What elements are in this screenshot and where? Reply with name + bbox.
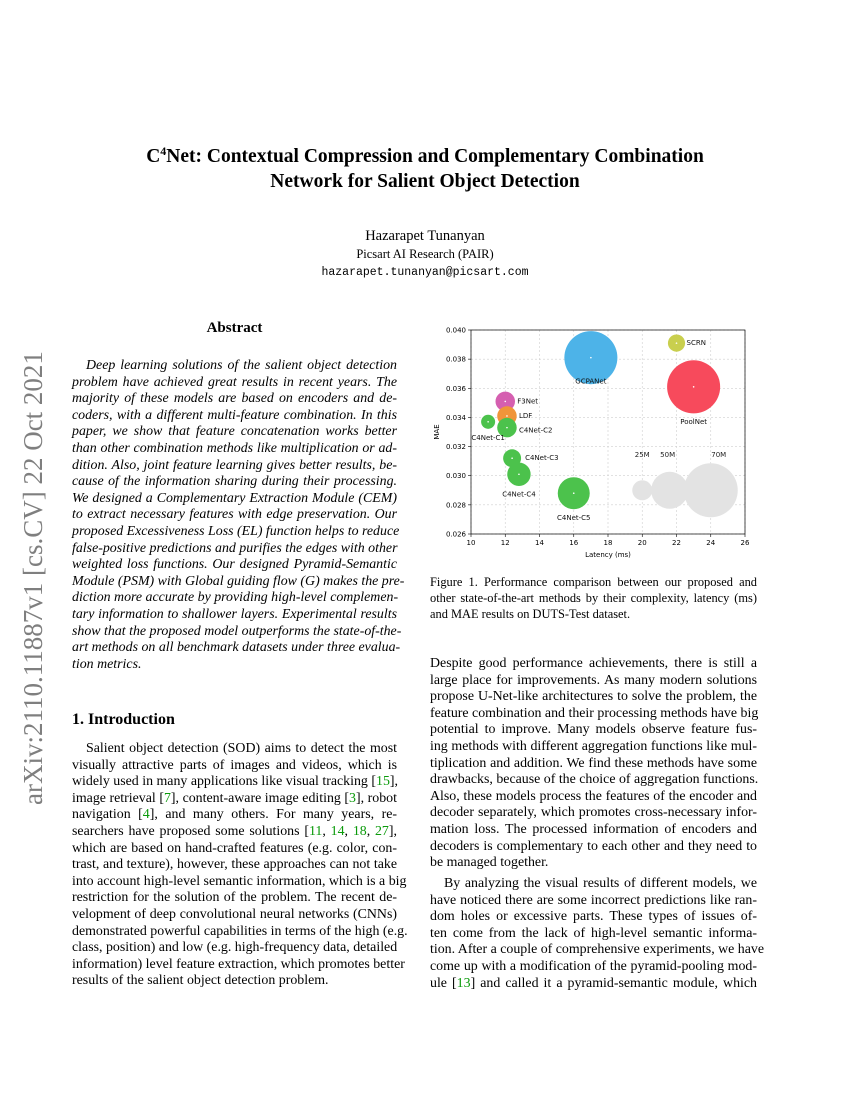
right-paragraph-2 [430,876,765,992]
size-legend-bubble [651,472,688,509]
citation-link[interactable]: 13 [456,975,471,991]
affiliation: Picsart AI Research (PAIR) [356,247,494,261]
y-tick-label: 0.032 [445,443,466,452]
citation-link[interactable]: 18 [352,823,367,839]
text-line: tary information to shallower layers. Experimental results [72,606,397,622]
bubble-center-marker [504,401,506,403]
bubble-label: C4Net-C3 [525,454,559,463]
title-prefix: C [146,146,161,167]
size-legend-bubble [684,463,738,517]
text-line: Salient object detection (SOD) aims to detect the most [86,741,397,756]
text-line: be managed together. [430,855,549,871]
author-name: Hazarapet Tunanyan [365,228,485,244]
bubble-center-marker [518,473,520,475]
x-tick-label: 10 [466,539,476,547]
x-axis-label: Latency (ms) [585,551,631,559]
text-line: paper, we show that feature concatenation works better [72,424,397,440]
text-line: Module (PSM) with Global guiding flow (G) makes the pre- [72,573,405,589]
text-line: art methods on all benchmark datasets under three evalua- [72,640,401,656]
text-line: propose U-Net-like architectures to solve the problem, the [430,689,757,705]
bubble-center-marker [573,492,575,494]
text-line: show that the proposed model outperforms the state-of-the- [72,623,402,639]
text-line: to extract necessary features with edge preservation. Our [72,507,397,523]
bubble-label: F3Net [517,397,539,406]
x-tick-label: 18 [603,539,613,547]
citation-link[interactable]: 4 [142,807,150,823]
bubble-center-marker [506,415,508,417]
text-line: information) level feature extraction, which promotes better [72,956,405,972]
text-line: potential to improve. Many models observe feature fus- [430,722,757,738]
text-line: decoders is complementary to each other and they need to [430,838,757,854]
text-line: drawbacks, because of the choice of aggregation functions. [430,772,759,788]
text-line: Deep learning solutions of the salient object detection [86,358,397,373]
text-line: problem have achieved great results in recent years. The [72,374,397,390]
text-line: cause of the information sharing during their processing. [72,474,397,490]
text-line: coders, with a different multi-feature combination. In this [72,407,397,423]
bubble-label: C4Net-C4 [502,490,536,499]
y-tick-label: 0.026 [445,530,466,539]
citation-link[interactable]: 15 [376,774,390,790]
text-line: demonstrated powerful capabilities in terms of the high (e.g. [72,923,408,939]
y-tick-label: 0.040 [445,326,466,335]
citation-link[interactable]: 27 [374,823,389,839]
text-line: visually attractive parts of images and videos, which is [72,757,397,773]
bubble-label: SCRN [686,339,706,348]
text-line: diction more accurate by providing high-level complemen- [72,590,399,606]
y-tick-label: 0.034 [445,413,466,422]
citation-link[interactable]: 7 [163,790,171,806]
x-tick-label: 16 [569,539,579,547]
text-line: dom holes or excessive parts. These types of issues of- [430,909,757,925]
size-legend-label: 70M [711,450,727,459]
text-line: Also, these models process the features of the encoder and [430,788,757,804]
text-line: restriction for the solution of the problem. The recent de- [72,890,397,906]
bubble-label: C4Net-C5 [557,514,591,523]
text-line: feature combination and their processing methods have big [430,705,759,721]
figure-caption [430,574,757,622]
text-line: than other combination methods like multiplication or ad- [72,440,397,456]
bubble-center-marker [693,386,695,388]
introduction-body [72,741,408,990]
text-line: trast, and texture), however, these approaches can not take [72,857,397,873]
x-tick-label: 12 [500,539,510,547]
text-line: tiplication and addition. We find these methods have some [430,755,757,771]
y-tick-label: 0.036 [445,384,466,393]
y-tick-label: 0.028 [445,501,466,510]
x-tick-label: 22 [672,539,681,547]
introduction-heading: 1. Introduction [72,711,175,728]
text-line: and MAE results on DUTS-Test dataset. [430,607,631,621]
text-line: ule [13] and called it a pyramid-semantic module, which [430,975,758,991]
title-line2: Network for Salient Object Detection [270,171,580,192]
bubble-label: PoolNet [680,417,708,426]
bubble-label: C4Net-C1 [471,433,505,442]
text-line: other state-of-the-art methods by their complexity, latency (ms) [430,591,757,605]
text-line: tion. After a couple of comprehensive experiments, we have [430,942,765,958]
text-line: mation loss. The processed information of encoders and [430,821,757,837]
text-line: velopment of deep convolutional neural networks (CNNs) [72,906,397,922]
bubble-center-marker [676,342,678,344]
size-legend-label: 50M [660,450,676,459]
text-line: proposed Excessiveness Loss (EL) function helps to reduce [72,523,400,539]
text-line: Despite good performance achievements, there is still a [430,656,757,671]
abstract-heading: Abstract [206,320,263,336]
paper-title [0,144,850,194]
text-line: dition. Also, joint feature learning gives better results, be- [72,457,397,473]
arxiv-identifier[interactable]: arXiv:2110.11887v1 [cs.CV] 22 Oct 2021 [18,351,48,805]
size-legend-bubble [632,480,652,500]
abstract-body [72,358,405,673]
citation-link[interactable]: 14 [330,823,345,839]
title-rest: Net: Contextual Compression and Complementary Combination [166,146,704,167]
text-line: class, position) and low (e.g. high-frequency data, detailed [72,940,398,956]
text-line: widely used in many applications like visual tracking [15], [72,774,399,790]
bubble-label: C4Net-C2 [518,426,553,435]
text-line: ten come from the lack of high-level semantic informa- [430,925,757,941]
text-line: results of the salient object detection problem. [72,973,329,989]
bubble-label: GCPANet [575,377,607,386]
text-line: have noticed there are some incorrect predictions like ran- [430,892,757,908]
bubble-label: LDF [518,411,533,420]
text-line: come up with a modification of the pyramid-pooling mod- [430,958,757,974]
text-line: searchers have proposed some solutions [11, 14, 18, 27], [72,823,397,839]
y-axis-label: MAE [433,424,441,440]
text-line: large place for improvements. As many modern solutions [430,672,757,688]
x-tick-label: 14 [535,539,544,547]
y-tick-label: 0.030 [445,472,466,481]
text-line: navigation [4], and many others. For many years, re- [72,807,397,823]
text-line: ing methods with different aggregation functions like mul- [430,738,757,754]
bubble-center-marker [511,457,513,459]
size-legend-label: 25M [634,450,650,459]
title-superscript: 4 [160,144,167,158]
text-line: false-positive predictions and purifies the edges with other [72,540,398,556]
x-tick-label: 26 [740,539,750,547]
bubble-center-marker [506,427,508,429]
right-paragraph-1 [430,656,757,872]
x-tick-label: 20 [637,539,647,547]
y-tick-label: 0.038 [445,355,466,364]
author-email[interactable]: hazarapet.tunanyan@picsart.com [321,266,529,279]
citation-link[interactable]: 11 [308,823,323,839]
text-line: image retrieval [7], content-aware image editing [3], robot [72,790,397,806]
text-line: into account high-level semantic information, which is a big [72,873,407,889]
bubble-center-marker [487,421,489,423]
bubble-center-marker [590,357,592,359]
text-line: which are based on hand-crafted features (e.g. color, con- [72,840,397,856]
text-line: weighted loss functions. Our designed Pyramid-Semantic [72,557,397,573]
text-line: By analyzing the visual results of different models, we [444,876,757,891]
text-line: decoder separately, which promotes cross-necessary infor- [430,805,757,821]
performance-bubble-chart [430,320,760,560]
citation-link[interactable]: 3 [349,790,356,806]
text-line: Figure 1. Performance comparison between our proposed and [430,575,757,589]
text-line: majority of these models are based on encoders and de- [72,391,397,407]
text-line: tion metrics. [72,656,142,672]
text-line: We designed a Complementary Extraction Module (CEM) [72,490,397,506]
x-tick-label: 24 [706,539,716,547]
